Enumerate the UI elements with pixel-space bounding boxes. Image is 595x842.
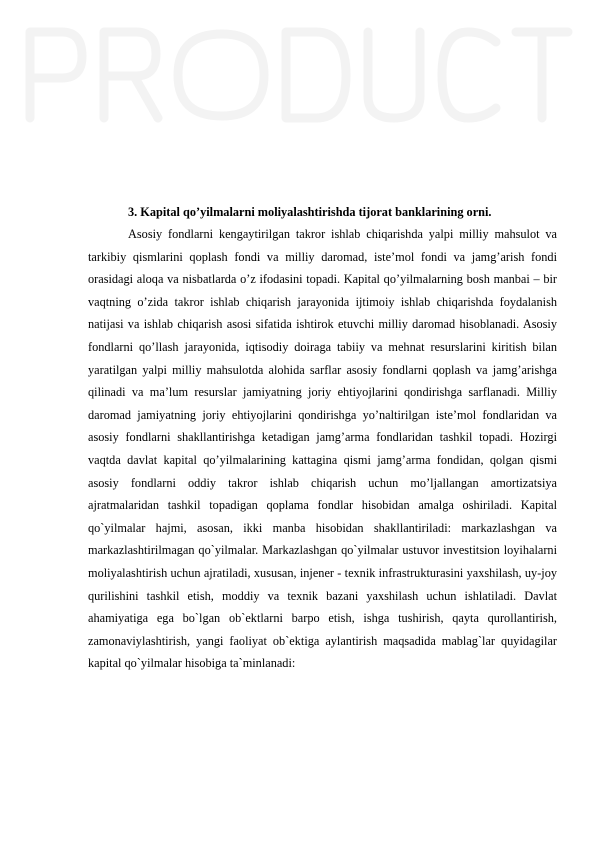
body-paragraph: Asosiy fondlarni kengaytirilgan takror ishlab chiqarishda yalpi milliy mahsulot va tarkibiy qismlarini qoplash fondi va milliy daromad, iste’mol fondi va jamg’arish fondi orasidagi aloqa va nisbatlarda o’z ifodasini topadi. Kapital qo’yilmalarning bosh manbai – bir vaqtning o’zida takror ishlab chiqarish jarayonida ijtimoiy ishlab chiqarishda foydalanish natijasi va ishlab chiqarish asosi sifatida ishtirok etuvchi milliy daromad hisoblanadi. Asosiy fondlarni qo’llash jarayonida, iqtisodiy doiraga tabiiy va mehnat resurslarini kiritish bilan yaratilgan yalpi milliy mahsulotda alohida sarflar asosiy fondlarni qoplash va jamg’arishga qilinadi va ma’lum resurslar jamiyatning joriy ehtiyojlarini qondirishga sarflanadi. Milliy daromad jamiyatning joriy ehtiyojlarini qondirishga yo’naltirilgan iste’mol fondlaridan va asosiy fondlarni shakllantirishga ketadigan jamg’arma fondlaridan tashkil topadi. Hozirgi vaqtda davlat kapital qo’yilmalarining kattagina qismi jamg’arma fondidan, qolgan qismi asosiy fondlarni oddiy takror ishlab chiqarish uchun mo’ljallangan amortizatsiya ajratmalaridan tashkil topadigan qoplama fondlar hisobidan amalga oshiriladi. Kapital qo`yilmalar hajmi, asosan, ikki manba hisobidan shakllantiriladi: markazlashgan va markazlashtirilmagan qo`yilmalar. Markazlashgan qo`yilmalar ustuvor investitsion loyihalarni moliyalashtirish uchun ajratiladi, xususan, injener - texnik infrastrukturasini yaxshilash, uy-joy qurilishini tashkil etish, moddiy va texnik bazani yaxshilash uchun ishlatiladi. Davlat ahamiyatiga ega bo`lgan ob`ektlarni barpo etish, ishga tushirish, qayta qurollantirish, zamonaviylashtirish, yangi faoliyat ob`ektiga aylantirish maqsadida mablag`lar quyidagilar kapital qo`yilmalar hisobiga ta`minlanadi:	[88, 227, 557, 671]
background-watermark	[0, 0, 595, 150]
document-page	[88, 201, 557, 675]
section-title: 3. Kapital qo’yilmalarni moliyalashtirishda tijorat banklarining orni.	[128, 205, 492, 219]
